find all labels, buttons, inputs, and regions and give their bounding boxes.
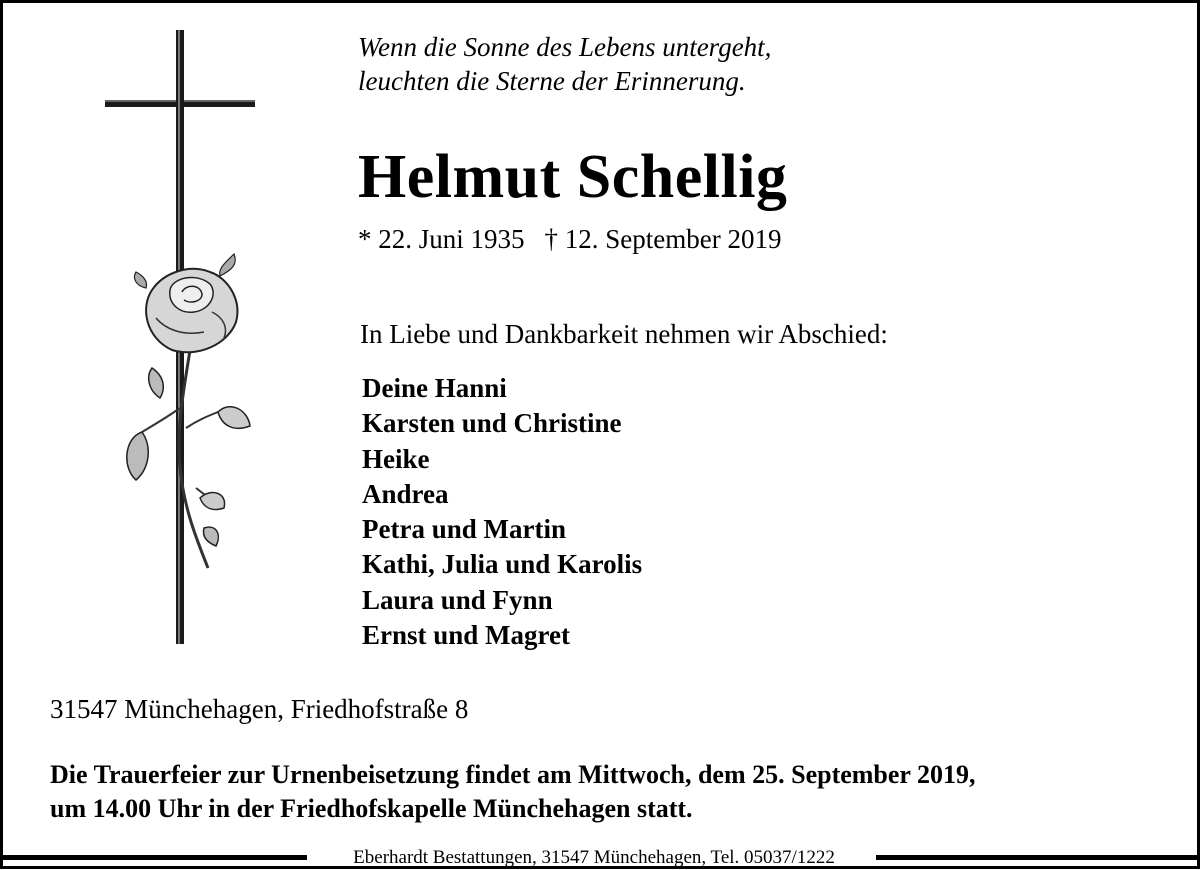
ceremony-line-1: Die Trauerfeier zur Urnenbeisetzung findet am Mittwoch, dem 25. September 2019,	[50, 760, 976, 789]
mourner-item: Laura und Fynn	[362, 584, 553, 615]
footer-rule-left	[0, 855, 307, 860]
life-dates	[358, 222, 781, 256]
funeral-home-footer	[0, 846, 1200, 870]
ceremony-info	[50, 758, 1190, 826]
footer-rule-right	[876, 855, 1200, 860]
mourner-item: Heike	[362, 443, 430, 474]
birth-date: * 22. Juni 1935	[358, 224, 525, 254]
memorial-quote	[358, 30, 771, 98]
mourners-list	[362, 371, 642, 653]
farewell-text: In Liebe und Dankbarkeit nehmen wir Abschied:	[360, 319, 888, 349]
deceased-name: Helmut Schellig	[358, 143, 788, 211]
ceremony-line-2: um 14.00 Uhr in der Friedhofskapelle Münchehagen statt.	[50, 794, 693, 823]
mourner-item: Kathi, Julia und Karolis	[362, 549, 643, 580]
quote-line-2: leuchten die Sterne der Erinnerung.	[358, 66, 746, 96]
mourner-item: Ernst und Magret	[362, 620, 571, 651]
quote-line-1: Wenn die Sonne des Lebens untergeht,	[358, 32, 772, 62]
mourner-item: Deine Hanni	[362, 373, 507, 403]
death-date: † 12. September 2019	[544, 224, 782, 254]
mourner-item: Karsten und Christine	[362, 408, 622, 439]
funeral-home-info: Eberhardt Bestattungen, 31547 Münchehagen, Tel. 05037/1222	[353, 847, 835, 868]
mourner-item: Petra und Martin	[362, 514, 566, 545]
cross-with-rose-icon	[100, 28, 260, 646]
family-address: 31547 Münchehagen, Friedhofstraße 8	[50, 694, 469, 724]
mourner-item: Andrea	[362, 478, 449, 509]
